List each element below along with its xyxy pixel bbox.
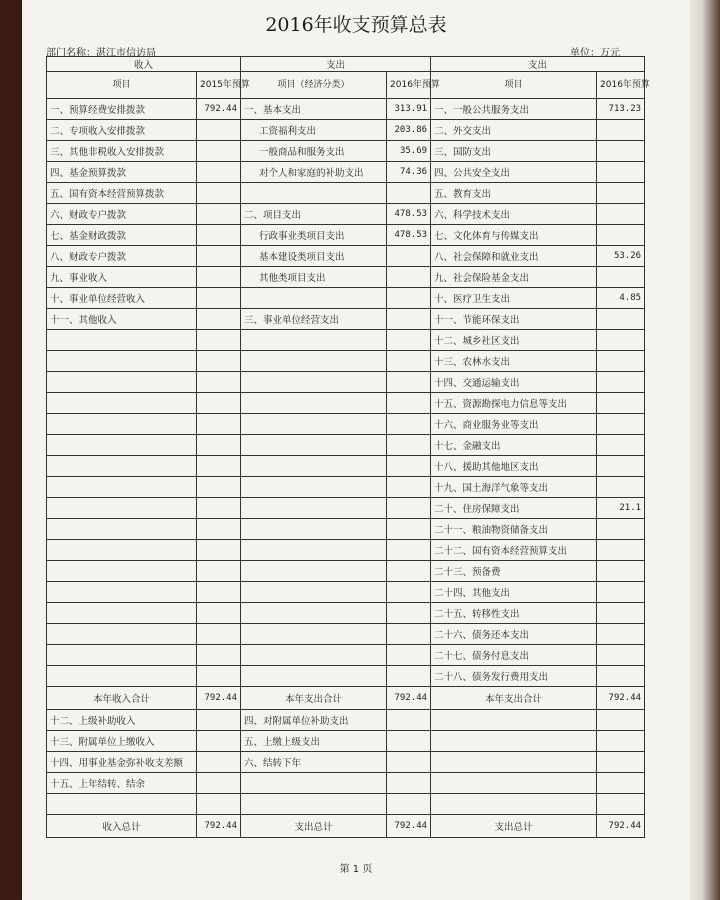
table-cell [197, 498, 241, 519]
table-cell [387, 456, 431, 477]
table-cell [197, 141, 241, 162]
table-cell [197, 624, 241, 645]
table-cell: 收入总计 [47, 815, 197, 838]
table-cell [241, 519, 387, 540]
table-cell [387, 582, 431, 603]
header-budget-2016: 2016年预算 [387, 72, 431, 99]
table-cell: 十一、节能环保支出 [431, 309, 597, 330]
table-cell: 二十、住房保障支出 [431, 498, 597, 519]
table-cell [387, 561, 431, 582]
header-budget-2015: 2015年预算 [197, 72, 241, 99]
table-cell [597, 582, 645, 603]
table-cell: 一、预算经费安排拨款 [47, 99, 197, 120]
table-cell [597, 519, 645, 540]
header-item: 项目 [47, 72, 197, 99]
table-cell: 792.44 [387, 687, 431, 710]
table-cell [197, 582, 241, 603]
table-cell: 六、科学技术支出 [431, 204, 597, 225]
table-cell [597, 393, 645, 414]
table-cell [597, 141, 645, 162]
table-cell: 478.53 [387, 225, 431, 246]
table-cell [431, 710, 597, 731]
table-row [47, 456, 645, 477]
table-cell: 792.44 [597, 815, 645, 838]
table-row [47, 204, 645, 225]
table-cell [197, 162, 241, 183]
table-cell: 792.44 [197, 815, 241, 838]
page-title: 2016年收支预算总表 [265, 14, 447, 36]
table-cell [47, 477, 197, 498]
table-row [47, 731, 645, 752]
table-cell [387, 731, 431, 752]
table-cell: 4.85 [597, 288, 645, 309]
table-cell [387, 330, 431, 351]
table-cell [197, 330, 241, 351]
table-row [47, 246, 645, 267]
table-row [47, 773, 645, 794]
table-cell [387, 666, 431, 687]
table-cell [241, 498, 387, 519]
table-cell: 一、一般公共服务支出 [431, 99, 597, 120]
table-cell [47, 351, 197, 372]
table-cell: 二十五、转移性支出 [431, 603, 597, 624]
table-cell [241, 393, 387, 414]
table-cell [387, 435, 431, 456]
table-cell [197, 477, 241, 498]
page-number: 第 1 页 [339, 864, 373, 875]
table-row [47, 267, 645, 288]
table-cell [597, 752, 645, 773]
table-cell [387, 288, 431, 309]
table-cell: 二、专项收入安排拨款 [47, 120, 197, 141]
table-cell: 本年支出合计 [431, 687, 597, 710]
table-cell [597, 561, 645, 582]
table-row [47, 372, 645, 393]
table-row [47, 435, 645, 456]
table-cell [241, 666, 387, 687]
table-cell: 六、财政专户拨款 [47, 204, 197, 225]
table-cell: 八、社会保障和就业支出 [431, 246, 597, 267]
table-cell [431, 773, 597, 794]
document-page [22, 0, 690, 900]
table-cell [597, 309, 645, 330]
table-cell [197, 666, 241, 687]
table-row [47, 645, 645, 666]
header-item-function: 项目 [431, 72, 597, 99]
table-cell: 十、事业单位经营收入 [47, 288, 197, 309]
table-cell [241, 582, 387, 603]
table-cell: 四、基金预算拨款 [47, 162, 197, 183]
table-cell: 792.44 [597, 687, 645, 710]
table-cell [47, 435, 197, 456]
table-cell [387, 309, 431, 330]
table-cell [47, 624, 197, 645]
table-row [47, 141, 645, 162]
table-cell [387, 498, 431, 519]
table-cell: 五、教育支出 [431, 183, 597, 204]
table-cell [597, 330, 645, 351]
table-cell [197, 414, 241, 435]
table-cell [197, 731, 241, 752]
table-cell: 313.91 [387, 99, 431, 120]
table-cell [241, 414, 387, 435]
table-cell [197, 351, 241, 372]
table-cell [431, 731, 597, 752]
table-cell [597, 773, 645, 794]
table-row [47, 99, 645, 120]
table-cell [387, 477, 431, 498]
table-row [47, 752, 645, 773]
table-cell [47, 645, 197, 666]
table-cell [241, 456, 387, 477]
table-row [47, 540, 645, 561]
table-cell [47, 330, 197, 351]
table-cell: 二十六、债务还本支出 [431, 624, 597, 645]
table-row [47, 603, 645, 624]
table-cell [387, 773, 431, 794]
table-cell [387, 267, 431, 288]
table-cell [197, 267, 241, 288]
table-row [47, 183, 645, 204]
table-cell [597, 731, 645, 752]
table-cell [197, 456, 241, 477]
table-cell: 35.69 [387, 141, 431, 162]
table-cell [197, 710, 241, 731]
table-cell: 五、上缴上级支出 [241, 731, 387, 752]
table-cell [197, 773, 241, 794]
table-cell [597, 414, 645, 435]
table-row [47, 687, 645, 710]
table-row [47, 393, 645, 414]
table-cell: 十三、农林水支出 [431, 351, 597, 372]
table-cell: 其他类项目支出 [241, 267, 387, 288]
table-cell: 二十八、债务发行费用支出 [431, 666, 597, 687]
table-cell [597, 267, 645, 288]
table-cell [387, 794, 431, 815]
table-cell [387, 246, 431, 267]
table-cell: 七、文化体育与传媒支出 [431, 225, 597, 246]
table-cell [387, 183, 431, 204]
table-cell [197, 435, 241, 456]
table-row [47, 414, 645, 435]
table-cell [197, 794, 241, 815]
section-header-row [47, 57, 645, 72]
table-cell: 21.1 [597, 498, 645, 519]
table-cell: 十八、援助其他地区支出 [431, 456, 597, 477]
table-cell [597, 183, 645, 204]
table-cell [197, 540, 241, 561]
table-row [47, 815, 645, 838]
table-row [47, 288, 645, 309]
table-cell: 二、项目支出 [241, 204, 387, 225]
table-cell [387, 372, 431, 393]
table-cell: 十六、商业服务业等支出 [431, 414, 597, 435]
page-edge [690, 0, 720, 900]
table-cell: 十四、用事业基金弥补收支差额 [47, 752, 197, 773]
table-cell [241, 435, 387, 456]
table-cell: 二十四、其他支出 [431, 582, 597, 603]
table-cell [197, 393, 241, 414]
table-row [47, 225, 645, 246]
table-cell [597, 624, 645, 645]
table-cell [241, 540, 387, 561]
table-cell: 二十七、债务付息支出 [431, 645, 597, 666]
table-cell [597, 794, 645, 815]
table-cell: 十九、国土海洋气象等支出 [431, 477, 597, 498]
table-cell [47, 498, 197, 519]
table-cell [47, 603, 197, 624]
table-row [47, 162, 645, 183]
section-expense-economic: 支出 [241, 57, 431, 72]
table-cell [431, 794, 597, 815]
table-row [47, 351, 645, 372]
table-cell [241, 183, 387, 204]
table-cell: 本年收入合计 [47, 687, 197, 710]
table-cell [241, 561, 387, 582]
table-cell: 支出总计 [241, 815, 387, 838]
section-income: 收入 [47, 57, 241, 72]
table-cell: 本年支出合计 [241, 687, 387, 710]
department-label: 部门名称：湛江市信访局 [46, 48, 156, 59]
table-cell [197, 519, 241, 540]
table-cell [47, 540, 197, 561]
table-cell [597, 435, 645, 456]
table-cell: 十一、其他收入 [47, 309, 197, 330]
table-cell: 七、基金财政拨款 [47, 225, 197, 246]
table-cell [197, 183, 241, 204]
table-row [47, 710, 645, 731]
table-cell: 基本建设类项目支出 [241, 246, 387, 267]
table-cell: 792.44 [387, 815, 431, 838]
table-cell [197, 120, 241, 141]
table-cell: 二十三、预备费 [431, 561, 597, 582]
table-cell: 三、其他非税收入安排拨款 [47, 141, 197, 162]
table-cell [387, 414, 431, 435]
table-cell: 四、对附属单位补助支出 [241, 710, 387, 731]
table-row [47, 582, 645, 603]
table-cell [387, 540, 431, 561]
table-cell: 十四、交通运输支出 [431, 372, 597, 393]
table-cell [387, 710, 431, 731]
table-cell [597, 162, 645, 183]
table-row [47, 794, 645, 815]
table-cell: 十三、附属单位上缴收入 [47, 731, 197, 752]
table-cell [47, 582, 197, 603]
table-cell: 九、社会保险基金支出 [431, 267, 597, 288]
table-cell: 十、医疗卫生支出 [431, 288, 597, 309]
table-cell [387, 393, 431, 414]
table-cell: 792.44 [197, 687, 241, 710]
table-cell [197, 645, 241, 666]
table-cell: 三、国防支出 [431, 141, 597, 162]
table-cell [597, 477, 645, 498]
table-cell: 十五、资源勘探电力信息等支出 [431, 393, 597, 414]
table-cell [47, 794, 197, 815]
table-row [47, 561, 645, 582]
table-row [47, 519, 645, 540]
table-cell [197, 246, 241, 267]
table-cell [597, 120, 645, 141]
table-cell: 二十一、粮油物资储备支出 [431, 519, 597, 540]
table-row [47, 477, 645, 498]
table-cell [197, 225, 241, 246]
table-cell [597, 372, 645, 393]
header-item-economic: 项目（经济分类） [241, 72, 387, 99]
table-cell: 一般商品和服务支出 [241, 141, 387, 162]
table-cell [47, 519, 197, 540]
table-cell [387, 519, 431, 540]
table-cell [597, 666, 645, 687]
table-cell: 行政事业类项目支出 [241, 225, 387, 246]
table-cell [431, 752, 597, 773]
table-cell [47, 561, 197, 582]
table-cell: 十七、金融支出 [431, 435, 597, 456]
table-cell: 八、财政专户拨款 [47, 246, 197, 267]
table-cell: 五、国有资本经营预算拨款 [47, 183, 197, 204]
table-cell: 十二、城乡社区支出 [431, 330, 597, 351]
table-cell [597, 225, 645, 246]
table-cell [241, 372, 387, 393]
table-cell: 713.23 [597, 99, 645, 120]
table-row [47, 624, 645, 645]
table-cell [241, 773, 387, 794]
table-cell [197, 204, 241, 225]
column-header-row [47, 72, 645, 99]
table-cell: 一、基本支出 [241, 99, 387, 120]
table-cell: 九、事业收入 [47, 267, 197, 288]
table-cell [387, 624, 431, 645]
table-cell [197, 561, 241, 582]
table-cell [597, 603, 645, 624]
table-row [47, 498, 645, 519]
unit-label: 单位：万元 [570, 48, 620, 59]
table-cell [197, 309, 241, 330]
table-cell [597, 456, 645, 477]
header-budget-2016b: 2016年预算 [597, 72, 645, 99]
table-cell [387, 752, 431, 773]
table-row [47, 330, 645, 351]
table-cell [47, 372, 197, 393]
table-cell: 十二、上级补助收入 [47, 710, 197, 731]
table-cell [241, 351, 387, 372]
table-cell [197, 603, 241, 624]
table-cell [47, 456, 197, 477]
table-cell: 支出总计 [431, 815, 597, 838]
budget-table [46, 56, 650, 838]
table-cell [597, 204, 645, 225]
table-cell [47, 666, 197, 687]
table-cell [387, 351, 431, 372]
table-cell: 对个人和家庭的补助支出 [241, 162, 387, 183]
table-cell [387, 645, 431, 666]
table-cell [597, 645, 645, 666]
table-cell [197, 752, 241, 773]
section-expense-function: 支出 [431, 57, 645, 72]
table-cell [47, 393, 197, 414]
table-cell: 二、外交支出 [431, 120, 597, 141]
table-cell: 二十二、国有资本经营预算支出 [431, 540, 597, 561]
table-cell [241, 645, 387, 666]
table-cell [387, 603, 431, 624]
table-cell: 792.44 [197, 99, 241, 120]
table-cell: 十五、上年结转、结余 [47, 773, 197, 794]
table-cell: 203.86 [387, 120, 431, 141]
table-cell [597, 710, 645, 731]
table-cell: 53.26 [597, 246, 645, 267]
table-cell: 74.36 [387, 162, 431, 183]
table-cell: 工资福利支出 [241, 120, 387, 141]
table-row [47, 666, 645, 687]
table-cell: 四、公共安全支出 [431, 162, 597, 183]
table-cell [197, 372, 241, 393]
table-cell [241, 288, 387, 309]
table-cell [241, 794, 387, 815]
table-cell [241, 330, 387, 351]
table-cell: 六、结转下年 [241, 752, 387, 773]
table-cell [241, 603, 387, 624]
table-cell [47, 414, 197, 435]
table-row [47, 120, 645, 141]
table-cell: 478.53 [387, 204, 431, 225]
table-cell [197, 288, 241, 309]
table-cell [597, 540, 645, 561]
table-cell [241, 477, 387, 498]
table-row [47, 309, 645, 330]
table-cell [597, 351, 645, 372]
table-cell: 三、事业单位经营支出 [241, 309, 387, 330]
table-cell [241, 624, 387, 645]
